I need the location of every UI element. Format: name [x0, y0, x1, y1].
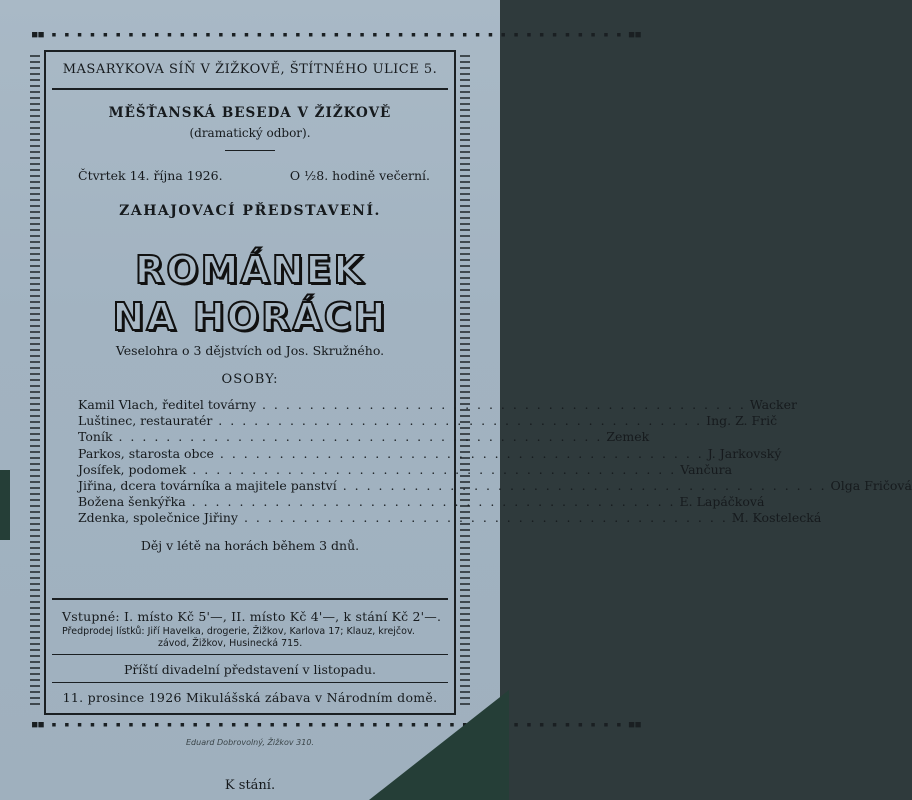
bottom-dot-border: ■■ ▪ ▪ ▪ ▪ ▪ ▪ ▪ ▪ ▪ ▪ ▪ ▪ ▪ ▪ ▪ ▪ ▪ ▪ ▪ ▪ ▪ ▪ ▪ ▪ ▪ ▪ ▪ ▪ ▪ ▪ ▪ ▪ ▪ ▪ ▪ ▪ ▪ ▪ ▪ ▪ ▪ ▪ ▪ ▪ ▪ ■■: [32, 720, 642, 730]
play-title-line1: ROMÁNEK: [135, 248, 365, 292]
cast-row: [78, 461, 733, 478]
cast-actor: Olga Fričová: [830, 478, 912, 494]
dark-background-corner: [369, 690, 509, 800]
cast-heading: OSOBY:: [221, 372, 279, 387]
ticket-type: K stání.: [224, 778, 276, 793]
printer-imprint: Eduard Dobrovolný, Žižkov 310.: [186, 738, 314, 747]
divider: [52, 598, 448, 600]
play-subtitle: Veselohra o 3 dějstvích od Jos. Skružného.: [115, 343, 385, 358]
right-ornament-border: [460, 55, 470, 705]
play-title-line2: NA HORÁCH: [112, 295, 388, 339]
cast-list: [78, 397, 912, 527]
cast-row: [78, 413, 778, 429]
cast-actor: Ing. Z. Frič: [706, 413, 778, 429]
cast-role: Jiřina, dcera továrníka a majitele panství . . .: [78, 478, 827, 494]
cast-actor: Wacker: [749, 397, 798, 412]
cast-role: Parkos, starosta obce . . .: [78, 446, 704, 462]
cast-row: [78, 478, 912, 494]
cast-role: Zdenka, společnice Jiřiny . . .: [78, 510, 728, 526]
cast-row: [78, 445, 782, 462]
presale-line1: Předprodej lístků: Jiří Havelka, drogerie, Žižkov, Karlova 17; Klauz, krejčov.: [62, 626, 415, 637]
presale-line2: závod, Žižkov, Husinecká 715.: [158, 638, 303, 649]
cast-role: Luštinec, restauratér . . .: [78, 413, 702, 429]
cast-role: Josífek, podomek . . .: [78, 462, 676, 478]
organizer: MĚŠŤANSKÁ BESEDA V ŽIŽKOVĚ: [108, 105, 392, 121]
next-show-note: Příští divadelní představení v listopadu.: [124, 662, 376, 677]
cast-row: [78, 429, 650, 445]
admission-prices: Vstupné: I. místo Kč 5'—, II. místo Kč 4'—, k stání Kč 2'—.: [62, 609, 442, 624]
cast-row: [78, 510, 822, 526]
venue-line: MASARYKOVA SÍŇ V ŽIŽKOVĚ, ŠTÍTNÉHO ULICE 5.: [62, 62, 438, 77]
presale-info: [62, 626, 452, 650]
performance-date: Čtvrtek 14. října 1926.: [78, 168, 223, 183]
divider: [52, 654, 448, 655]
mikulas-event: 11. prosince 1926 Mikulášská zábava v Národním domě.: [62, 690, 438, 705]
short-rule: [225, 150, 275, 151]
divider: [52, 88, 448, 90]
torn-edge: [0, 470, 10, 540]
cast-actor: E. Lapáčková: [679, 494, 765, 510]
performance-time: O ½8. hodině večerní.: [289, 168, 430, 183]
cast-actor: Zemek: [606, 429, 650, 445]
cast-actor: M. Kostelecká: [731, 510, 822, 526]
cast-actor: J. Jarkovský: [707, 445, 782, 461]
divider: [52, 682, 448, 683]
organizer-subtitle: (dramatický odbor).: [189, 126, 311, 140]
left-ornament-border: [30, 55, 40, 705]
cast-role: Božena šenkýřka . . .: [78, 494, 676, 510]
cast-role: Toník . . .: [78, 429, 602, 445]
cast-actor: Vančura: [680, 461, 733, 477]
cast-role: Kamil Vlach, ředitel továrny . . .: [78, 397, 746, 413]
top-dot-border: ■■ ▪ ▪ ▪ ▪ ▪ ▪ ▪ ▪ ▪ ▪ ▪ ▪ ▪ ▪ ▪ ▪ ▪ ▪ ▪ ▪ ▪ ▪ ▪ ▪ ▪ ▪ ▪ ▪ ▪ ▪ ▪ ▪ ▪ ▪ ▪ ▪ ▪ ▪ ▪ ▪ ▪ ▪ ▪ ▪ ▪ ■■: [32, 30, 642, 40]
scene-note: Děj v létě na horách během 3 dnů.: [140, 538, 360, 553]
cast-row: [78, 494, 765, 510]
opening-heading: ZAHAJOVACÍ PŘEDSTAVENÍ.: [119, 203, 381, 219]
cast-row: [78, 397, 798, 413]
